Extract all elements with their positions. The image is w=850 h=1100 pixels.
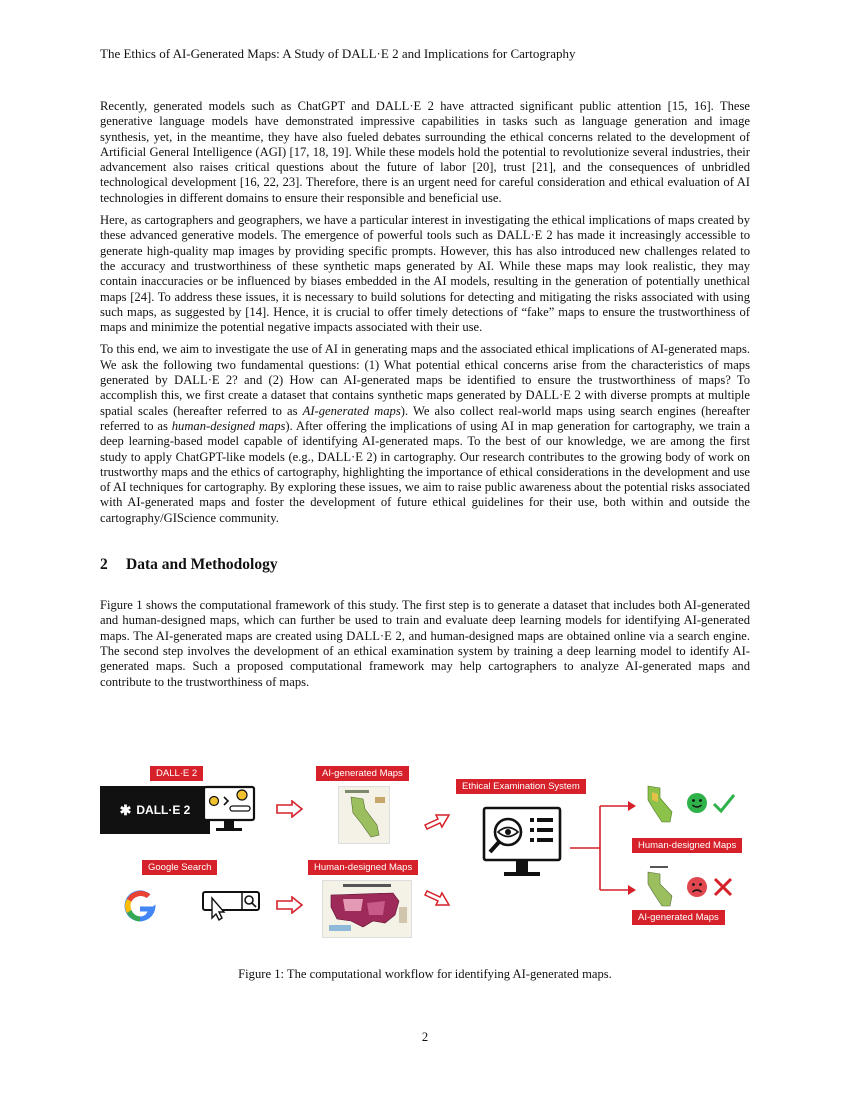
- label-output-ai: AI-generated Maps: [632, 910, 725, 925]
- happy-face-icon: [686, 792, 708, 814]
- ai-map-thumbnail: [338, 786, 390, 844]
- usa-map-icon: [323, 881, 411, 937]
- label-google-search: Google Search: [142, 860, 217, 875]
- label-dalle: DALL·E 2: [150, 766, 203, 781]
- body-text: [100, 99, 750, 697]
- output-map-ai-icon: [642, 864, 678, 908]
- output-map-human-icon: [642, 782, 678, 826]
- openai-icon: ✱: [119, 801, 132, 818]
- arrow-icon: [276, 896, 304, 914]
- cross-icon: [712, 876, 734, 898]
- monitor-code-icon: [200, 784, 260, 836]
- check-icon: [712, 792, 736, 814]
- arrow-icon: [276, 800, 304, 818]
- search-bar-icon: [200, 888, 264, 922]
- paragraph-1: Recently, generated models such as ChatGPT and DALL·E 2 have attracted significant public attention [15, 16]. These generative language models have demonstrated impressive capabilities in tasks such as language generation and image synthesis, yet, in the meantime, they have also fueled debates surrounding the ethical concerns related to the development of Artificial General Intelligence (AGI) [17, 18, 19]. While these models hold the potential to revolutionize several industries, their advancement also raises critical questions about the future of labor [20], trust [21], and the consequences of unbridled technological development [16, 22, 23]. Therefore, there is an urgent need for careful consideration and ethical evaluation of AI technologies in different domains to ensure their responsible and beneficial use.: [100, 99, 750, 205]
- paragraph-2: Here, as cartographers and geographers, we have a particular interest in investigating the ethical implications of maps created by these advanced generative models. The emergence of powerful tools such as DALL·E 2 has made it increasingly accessible to generate high-quality map images by providing specific prompts. However, this has also introduced new challenges related to the accuracy and trustworthiness of these synthetic maps generated by AI. While these maps may look realistic, they may contain inaccuracies or be influenced by biases embedded in the AI models, resulting in the generation of potentially unethical maps [24]. To address these issues, it is necessary to build solutions for detecting and mitigating the risks associated with using such maps, as suggested by [14]. Hence, it is crucial to offer timely detections of “fake” maps to ensure the trustworthiness of maps and minimize the potential negative impacts associated with their use.: [100, 213, 750, 335]
- figure-caption: Figure 1: The computational workflow for identifying AI-generated maps.: [238, 967, 612, 981]
- california-map-icon: [339, 787, 389, 843]
- section-paragraph: Figure 1 shows the computational framework of this study. The first step is to generate a dataset that includes both AI-generated and human-designed maps, which can further be used to train and evaluate deep learning models for identifying AI-generated maps. The AI-generated maps are created using DALL·E 2, and human-designed maps are obtained online via a search engine. The second step involves the development of an ethical examination system by training a deep learning model to identify AI-generated maps. Such a proposed computational framework may help cartographers to analyze AI-generated maps and contribute to the trustworthiness of maps.: [100, 598, 750, 689]
- human-map-thumbnail: [322, 880, 412, 938]
- figure-1: [100, 760, 760, 950]
- page-number: 2: [421, 1030, 429, 1044]
- section-heading: 2 Data and Methodology: [100, 556, 278, 574]
- label-output-human: Human-designed Maps: [632, 838, 742, 853]
- running-head: The Ethics of AI-Generated Maps: A Study of DALL·E 2 and Implications for Cartography: [100, 46, 576, 61]
- arrow-icon: [424, 888, 452, 910]
- arrow-icon: [424, 810, 452, 832]
- dalle-logo: ✱ DALL·E 2: [100, 786, 210, 834]
- paragraph-3: To this end, we aim to investigate the use of AI in generating maps and the associated ethical implications of AI-generated maps. We ask the following two fundamental questions: (1) What potential ethical concerns arise from the characteristics of maps generated by DALL·E 2? and (2) How can AI-generated maps be identified to ensure the trustworthiness of maps? To accomplish this, we first create a dataset that contains synthetic maps generated by DALL·E 2 with diverse prompts at multiple spatial scales (hereafter referred to as AI-generated maps). We also collect real-world maps using search engines (hereafter referred to as human-designed maps). After offering the implications of using AI in map generation for cartography, we train a deep learning-based model capable of identifying AI-generated maps. To the best of our knowledge, we are among the first study to apply ChatGPT-like models (e.g., DALL·E 2) in cartography. Our research contributes to the growing body of work on trustworthy maps and the ethics of cartography, highlighting the importance of ethical considerations in the development and use of AI techniques for cartography. By exploring these issues, we aim to raise public awareness about the potential risks associated with AI-generated maps and foster the development of future ethical guidelines for their use, both within and outside the cartography/GIScience community.: [100, 342, 751, 525]
- examination-monitor-icon: [480, 804, 566, 886]
- google-icon: [122, 888, 158, 924]
- label-human-designed-maps: Human-designed Maps: [308, 860, 418, 875]
- label-ai-generated-maps: AI-generated Maps: [316, 766, 409, 781]
- sad-face-icon: [686, 876, 708, 898]
- label-ethical-system: Ethical Examination System: [456, 779, 586, 794]
- branch-connector: [570, 798, 640, 908]
